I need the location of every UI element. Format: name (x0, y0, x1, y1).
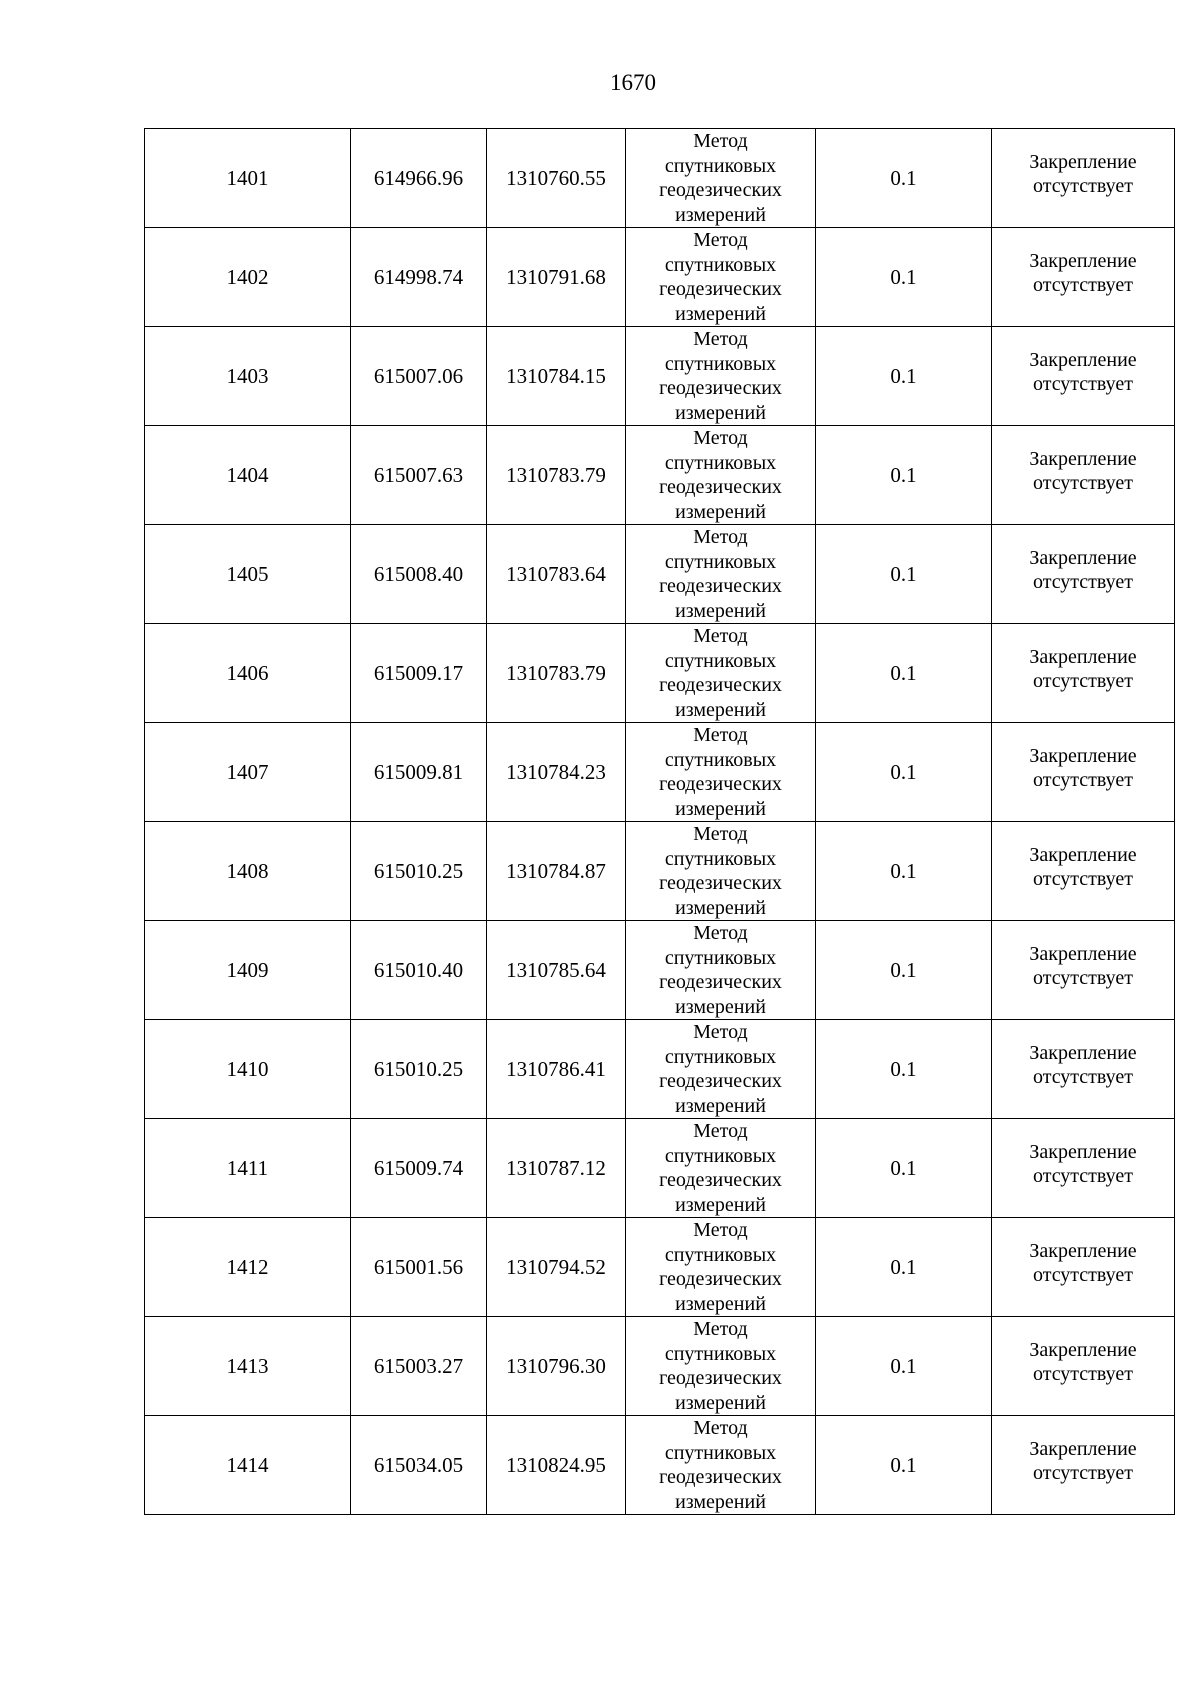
method-line: измерений (675, 203, 766, 226)
table-body (145, 129, 1175, 1515)
method-line: измерений (675, 1391, 766, 1414)
method-cell (626, 822, 816, 921)
accuracy-cell: 0.1 (816, 1218, 992, 1317)
method-line: измерений (675, 1193, 766, 1216)
fixing-line: отсутствует (1032, 1363, 1134, 1385)
method-line: Метод (693, 229, 748, 251)
point-number-cell: 1411 (145, 1119, 351, 1218)
method-line: Метод (693, 1219, 748, 1241)
accuracy-cell: 0.1 (816, 426, 992, 525)
fixing-cell (992, 822, 1175, 921)
fixing-cell (992, 1317, 1175, 1416)
accuracy-cell: 0.1 (816, 822, 992, 921)
method-line: спутниковых (664, 1144, 777, 1167)
method-cell (626, 228, 816, 327)
y-coordinate-cell: 1310786.41 (487, 1020, 626, 1119)
fixing-cell (992, 1119, 1175, 1218)
point-number-cell: 1402 (145, 228, 351, 327)
fixing-line: Закрепление (1029, 844, 1137, 866)
method-line: измерений (675, 896, 766, 919)
table-row (145, 822, 1175, 921)
method-line: измерений (675, 500, 766, 523)
method-line: спутниковых (664, 451, 777, 474)
fixing-cell (992, 624, 1175, 723)
fixing-cell (992, 129, 1175, 228)
method-line: спутниковых (664, 352, 777, 375)
x-coordinate-cell: 615034.05 (351, 1416, 487, 1515)
method-cell (626, 1416, 816, 1515)
accuracy-cell: 0.1 (816, 921, 992, 1020)
method-line: спутниковых (664, 154, 777, 177)
method-line: измерений (675, 995, 766, 1018)
table-row (145, 1416, 1175, 1515)
x-coordinate-cell: 615007.06 (351, 327, 487, 426)
method-line: Метод (693, 823, 748, 845)
x-coordinate-cell: 615001.56 (351, 1218, 487, 1317)
method-line: измерений (675, 797, 766, 820)
method-line: Метод (693, 1318, 748, 1340)
fixing-line: отсутствует (1032, 868, 1134, 890)
page-number: 1670 (610, 70, 656, 95)
method-line: геодезических (659, 377, 782, 399)
y-coordinate-cell: 1310824.95 (487, 1416, 626, 1515)
point-number-cell: 1410 (145, 1020, 351, 1119)
table-row (145, 921, 1175, 1020)
fixing-line: отсутствует (1032, 769, 1134, 791)
method-cell (626, 624, 816, 723)
point-number-cell: 1414 (145, 1416, 351, 1515)
method-line: спутниковых (664, 550, 777, 573)
method-line: Метод (693, 1021, 748, 1043)
method-cell (626, 129, 816, 228)
table-row (145, 327, 1175, 426)
y-coordinate-cell: 1310791.68 (487, 228, 626, 327)
point-number-cell: 1413 (145, 1317, 351, 1416)
point-number-cell: 1403 (145, 327, 351, 426)
method-line: геодезических (659, 773, 782, 795)
x-coordinate-cell: 615009.74 (351, 1119, 487, 1218)
fixing-line: Закрепление (1029, 1240, 1137, 1262)
method-line: измерений (675, 401, 766, 424)
method-line: Метод (693, 625, 748, 647)
fixing-cell (992, 921, 1175, 1020)
point-number-cell: 1412 (145, 1218, 351, 1317)
x-coordinate-cell: 615010.25 (351, 822, 487, 921)
method-line: геодезических (659, 575, 782, 597)
method-line: Метод (693, 328, 748, 350)
fixing-line: отсутствует (1032, 373, 1134, 395)
point-number-cell: 1407 (145, 723, 351, 822)
method-line: спутниковых (664, 253, 777, 276)
fixing-line: отсутствует (1032, 274, 1134, 296)
fixing-line: Закрепление (1029, 943, 1137, 965)
method-line: спутниковых (664, 649, 777, 672)
method-line: геодезических (659, 971, 782, 993)
table-row (145, 1119, 1175, 1218)
y-coordinate-cell: 1310784.87 (487, 822, 626, 921)
x-coordinate-cell: 615010.25 (351, 1020, 487, 1119)
point-number-cell: 1404 (145, 426, 351, 525)
y-coordinate-cell: 1310794.52 (487, 1218, 626, 1317)
fixing-line: отсутствует (1032, 1264, 1134, 1286)
fixing-cell (992, 1218, 1175, 1317)
method-line: спутниковых (664, 847, 777, 870)
method-line: Метод (693, 427, 748, 449)
accuracy-cell: 0.1 (816, 129, 992, 228)
method-line: спутниковых (664, 748, 777, 771)
method-line: спутниковых (664, 946, 777, 969)
x-coordinate-cell: 615003.27 (351, 1317, 487, 1416)
method-line: спутниковых (664, 1045, 777, 1068)
fixing-cell (992, 1020, 1175, 1119)
method-line: спутниковых (664, 1441, 777, 1464)
x-coordinate-cell: 615007.63 (351, 426, 487, 525)
fixing-line: отсутствует (1032, 1462, 1134, 1484)
method-line: измерений (675, 599, 766, 622)
fixing-line: Закрепление (1029, 745, 1137, 767)
fixing-line: Закрепление (1029, 646, 1137, 668)
method-line: геодезических (659, 179, 782, 201)
x-coordinate-cell: 614966.96 (351, 129, 487, 228)
table-row (145, 129, 1175, 228)
point-number-cell: 1408 (145, 822, 351, 921)
method-cell (626, 1119, 816, 1218)
fixing-line: Закрепление (1029, 1042, 1137, 1064)
accuracy-cell: 0.1 (816, 1020, 992, 1119)
method-line: геодезических (659, 872, 782, 894)
fixing-cell (992, 1416, 1175, 1515)
table-row (145, 624, 1175, 723)
y-coordinate-cell: 1310783.64 (487, 525, 626, 624)
fixing-line: отсутствует (1032, 1165, 1134, 1187)
method-cell (626, 1317, 816, 1416)
method-line: Метод (693, 526, 748, 548)
fixing-line: Закрепление (1029, 349, 1137, 371)
x-coordinate-cell: 615009.81 (351, 723, 487, 822)
table-row (145, 1218, 1175, 1317)
method-line: геодезических (659, 1070, 782, 1092)
fixing-line: Закрепление (1029, 151, 1137, 173)
accuracy-cell: 0.1 (816, 1119, 992, 1218)
method-line: измерений (675, 698, 766, 721)
x-coordinate-cell: 615009.17 (351, 624, 487, 723)
accuracy-cell: 0.1 (816, 327, 992, 426)
coordinates-table (144, 128, 1175, 1515)
method-cell (626, 723, 816, 822)
fixing-cell (992, 228, 1175, 327)
table-row (145, 723, 1175, 822)
method-line: Метод (693, 1120, 748, 1142)
x-coordinate-cell: 615008.40 (351, 525, 487, 624)
fixing-line: отсутствует (1032, 1066, 1134, 1088)
y-coordinate-cell: 1310784.23 (487, 723, 626, 822)
method-line: измерений (675, 1490, 766, 1513)
method-line: геодезических (659, 1169, 782, 1191)
method-cell (626, 1020, 816, 1119)
fixing-line: Закрепление (1029, 1339, 1137, 1361)
fixing-cell (992, 426, 1175, 525)
fixing-line: отсутствует (1032, 175, 1134, 197)
fixing-line: Закрепление (1029, 547, 1137, 569)
table-row (145, 228, 1175, 327)
method-line: Метод (693, 922, 748, 944)
method-line: геодезических (659, 1466, 782, 1488)
method-line: спутниковых (664, 1243, 777, 1266)
method-line: спутниковых (664, 1342, 777, 1365)
fixing-line: отсутствует (1032, 472, 1134, 494)
accuracy-cell: 0.1 (816, 624, 992, 723)
table-row (145, 426, 1175, 525)
method-line: геодезических (659, 674, 782, 696)
method-line: геодезических (659, 476, 782, 498)
method-cell (626, 921, 816, 1020)
method-line: измерений (675, 1094, 766, 1117)
method-line: Метод (693, 130, 748, 152)
method-cell (626, 426, 816, 525)
fixing-line: Закрепление (1029, 1141, 1137, 1163)
point-number-cell: 1406 (145, 624, 351, 723)
fixing-line: отсутствует (1032, 670, 1134, 692)
y-coordinate-cell: 1310783.79 (487, 624, 626, 723)
method-line: Метод (693, 724, 748, 746)
x-coordinate-cell: 614998.74 (351, 228, 487, 327)
fixing-cell (992, 525, 1175, 624)
method-line: геодезических (659, 1367, 782, 1389)
point-number-cell: 1409 (145, 921, 351, 1020)
point-number-cell: 1401 (145, 129, 351, 228)
table-row (145, 1020, 1175, 1119)
fixing-line: отсутствует (1032, 571, 1134, 593)
y-coordinate-cell: 1310796.30 (487, 1317, 626, 1416)
fixing-cell (992, 723, 1175, 822)
method-line: Метод (693, 1417, 748, 1439)
fixing-cell (992, 327, 1175, 426)
fixing-line: Закрепление (1029, 250, 1137, 272)
accuracy-cell: 0.1 (816, 1317, 992, 1416)
accuracy-cell: 0.1 (816, 1416, 992, 1515)
x-coordinate-cell: 615010.40 (351, 921, 487, 1020)
y-coordinate-cell: 1310785.64 (487, 921, 626, 1020)
accuracy-cell: 0.1 (816, 228, 992, 327)
accuracy-cell: 0.1 (816, 723, 992, 822)
point-number-cell: 1405 (145, 525, 351, 624)
y-coordinate-cell: 1310783.79 (487, 426, 626, 525)
method-cell (626, 327, 816, 426)
method-line: измерений (675, 302, 766, 325)
y-coordinate-cell: 1310760.55 (487, 129, 626, 228)
y-coordinate-cell: 1310784.15 (487, 327, 626, 426)
fixing-line: отсутствует (1032, 967, 1134, 989)
accuracy-cell: 0.1 (816, 525, 992, 624)
y-coordinate-cell: 1310787.12 (487, 1119, 626, 1218)
fixing-line: Закрепление (1029, 448, 1137, 470)
method-line: геодезических (659, 278, 782, 300)
table-row (145, 525, 1175, 624)
fixing-line: Закрепление (1029, 1438, 1137, 1460)
table-row (145, 1317, 1175, 1416)
method-cell (626, 1218, 816, 1317)
method-line: геодезических (659, 1268, 782, 1290)
method-cell (626, 525, 816, 624)
method-line: измерений (675, 1292, 766, 1315)
